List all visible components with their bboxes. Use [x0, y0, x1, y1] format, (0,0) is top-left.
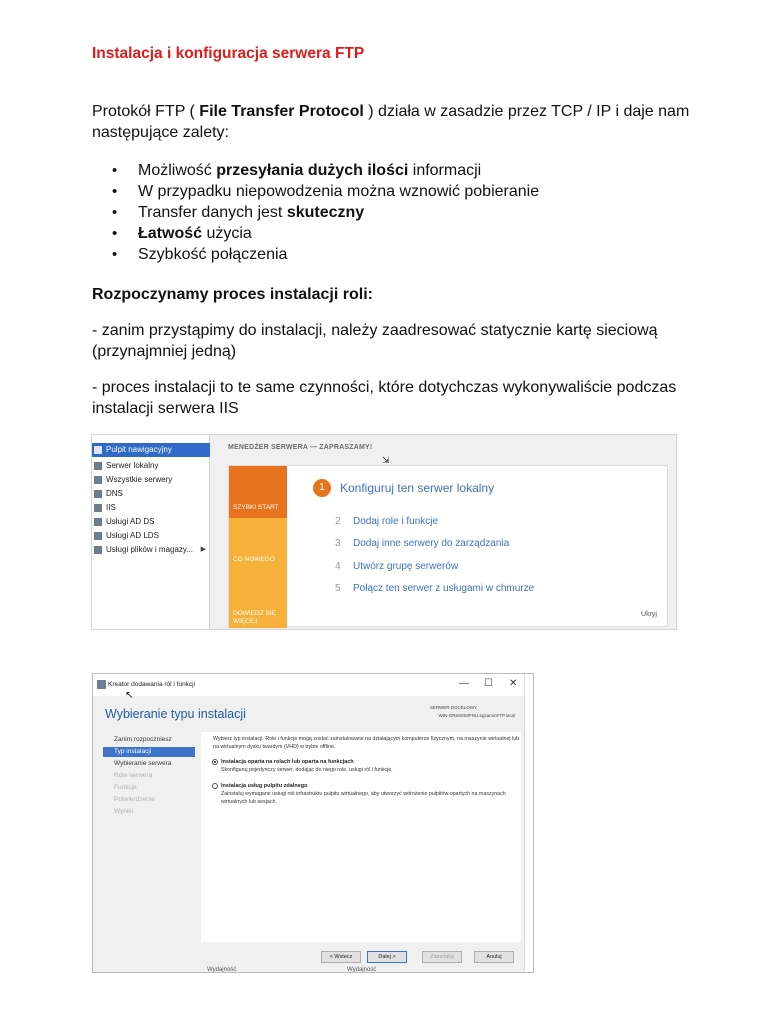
server-icon	[94, 462, 102, 470]
nav-item-iis[interactable]: IIS	[92, 501, 210, 515]
server-manager-header: MENEDŻER SERWERA — ZAPRASZAMY!	[228, 444, 373, 451]
tile-learn-more[interactable]: DOWIEDZ SIĘ WIĘCEJ	[229, 568, 287, 628]
advantages-list	[112, 160, 539, 265]
step-number-badge: 1	[313, 479, 331, 497]
close-icon[interactable]: ✕	[509, 678, 518, 689]
list-item: • Możliwość przesyłania dużych ilości informacji	[112, 160, 539, 181]
nav-item-local-server[interactable]: Serwer lokalny	[92, 459, 210, 473]
nav-item-ad-lds[interactable]: Usługi AD LDS	[92, 529, 210, 543]
radio-role-based[interactable]	[212, 759, 218, 765]
add-roles-link[interactable]: 2 Dodaj role i funkcje	[335, 516, 439, 527]
wizard-content	[201, 732, 521, 942]
hide-link[interactable]: Ukryj	[641, 611, 657, 618]
install-button: Zainstaluj	[422, 951, 462, 963]
wizard-step-features: Funkcje	[114, 784, 137, 791]
target-server-label: SERWER DOCELOWY	[429, 705, 477, 710]
list-item: • Łatwość użycia	[112, 223, 539, 244]
wizard-step-confirmation: Potwierdzenie	[114, 796, 155, 803]
minimize-icon[interactable]: —	[459, 678, 469, 689]
mouse-cursor-icon: ↖	[125, 690, 134, 701]
intro-bold: File Transfer Protocol	[199, 103, 364, 120]
nav-item-ad-ds[interactable]: Usługi AD DS	[92, 515, 210, 529]
server-manager-screenshot	[91, 434, 677, 630]
background-label: Wydajność	[207, 967, 237, 973]
option-role-based-title[interactable]: Instalacja oparta na rolach lub oparta na funkcjach	[221, 759, 354, 765]
nav-item-all-servers[interactable]: Wszystkie serwery	[92, 473, 210, 487]
wizard-step-server-selection[interactable]: Wybieranie serwera	[114, 760, 172, 767]
step-note-network: - zanim przystąpimy do instalacji, należy zaadresować statycznie kartę sieciową (przynajmniej jedną)	[92, 322, 658, 360]
tile-whats-new[interactable]: CO NOWEGO	[229, 518, 287, 568]
configure-local-server-link[interactable]: Konfiguruj ten serwer lokalny	[340, 481, 495, 495]
installation-type-description: Wybierz typ instalacji. Role i funkcje mogą zostać zainstalowane na działającym komputerze fizycznym, na maszynie wirtualnej lub na wirtualnym dysku twardym (VHD) w trybie offline.	[213, 736, 520, 750]
server-manager-nav	[92, 435, 210, 630]
next-button[interactable]: Dalej >	[367, 951, 407, 963]
expand-arrow-icon[interactable]: ▶	[200, 546, 206, 553]
ad-lds-icon	[94, 532, 102, 540]
wizard-title-bar	[93, 674, 533, 696]
tile-quick-start[interactable]: SZYBKI START	[229, 466, 287, 518]
nav-item-dashboard[interactable]: Pulpit nawigacyjny	[92, 443, 210, 457]
option-remote-desktop-desc: Zainstaluj wymagane usługi roli infrastruktu pulpitu wirtualnego, aby utworzyć wdrożenie pulpitów opartych na maszynach wirtualnych lub sesjach.	[221, 791, 506, 805]
intro-paragraph	[92, 101, 692, 143]
option-remote-desktop-title[interactable]: Instalacja usług pulpitu zdalnego	[221, 783, 308, 789]
wizard-heading: Wybieranie typu instalacji	[105, 707, 246, 721]
add-roles-wizard-screenshot	[92, 673, 534, 973]
step-note-install: - proces instalacji to te same czynności, które dotychczas wykonywaliście podczas instalacji serwera IIS	[92, 379, 677, 417]
list-item: • Transfer danych jest skuteczny	[112, 202, 539, 223]
wizard-step-results: Wyniki	[114, 808, 134, 815]
file-storage-icon	[94, 546, 102, 554]
nav-item-dns[interactable]: DNS	[92, 487, 210, 501]
background-label: Wydajność	[347, 967, 377, 973]
maximize-icon[interactable]: ☐	[484, 678, 493, 689]
back-button[interactable]: < Wstecz	[321, 951, 361, 963]
list-item: • Szybkość połączenia	[112, 244, 539, 265]
section-heading: Rozpoczynamy proces instalacji roli:	[92, 286, 373, 303]
wizard-app-icon	[97, 680, 106, 689]
dns-icon	[94, 490, 102, 498]
quick-start-panel	[228, 465, 668, 627]
intro-prefix: Protokół FTP (	[92, 103, 200, 120]
iis-icon	[94, 504, 102, 512]
list-item: • W przypadku niepowodzenia można wznowić pobieranie	[112, 181, 539, 202]
cancel-button[interactable]: Anuluj	[474, 951, 514, 963]
servers-icon	[94, 476, 102, 484]
option-role-based-desc: Skonfiguruj pojedynczy serwer, dodając do niego role, usługi ról i funkcje.	[221, 767, 393, 773]
wizard-window-title: Kreator dodawania ról i funkcji	[108, 681, 196, 688]
wizard-step-before-you-begin[interactable]: Zanim rozpoczniesz	[114, 736, 172, 743]
target-server-name: WIN-GR6S0S0FNU.egzaminFTP.local	[438, 713, 515, 718]
add-servers-link[interactable]: 3 Dodaj inne serwery do zarządzania	[335, 538, 510, 549]
wizard-step-server-roles: Role serwera	[114, 772, 153, 779]
intro-suffix: ) działa w zasadzie przez TCP / IP i daje nam następujące zalety:	[92, 103, 690, 141]
wizard-step-installation-type[interactable]: Typ instalacji	[103, 747, 195, 757]
dashboard-icon	[94, 446, 102, 454]
document-title: Instalacja i konfiguracja serwera FTP	[92, 45, 365, 62]
scrollbar[interactable]	[524, 674, 534, 973]
nav-item-file-services[interactable]: Usługi plików i magazy... ▶	[92, 543, 210, 557]
create-server-group-link[interactable]: 4 Utwórz grupę serwerów	[335, 561, 459, 572]
radio-remote-desktop[interactable]	[212, 783, 218, 789]
connect-cloud-link[interactable]: 5 Połącz ten serwer z usługami w chmurze	[335, 583, 535, 594]
ad-ds-icon	[94, 518, 102, 526]
mouse-cursor-icon: ⇲	[382, 455, 390, 465]
